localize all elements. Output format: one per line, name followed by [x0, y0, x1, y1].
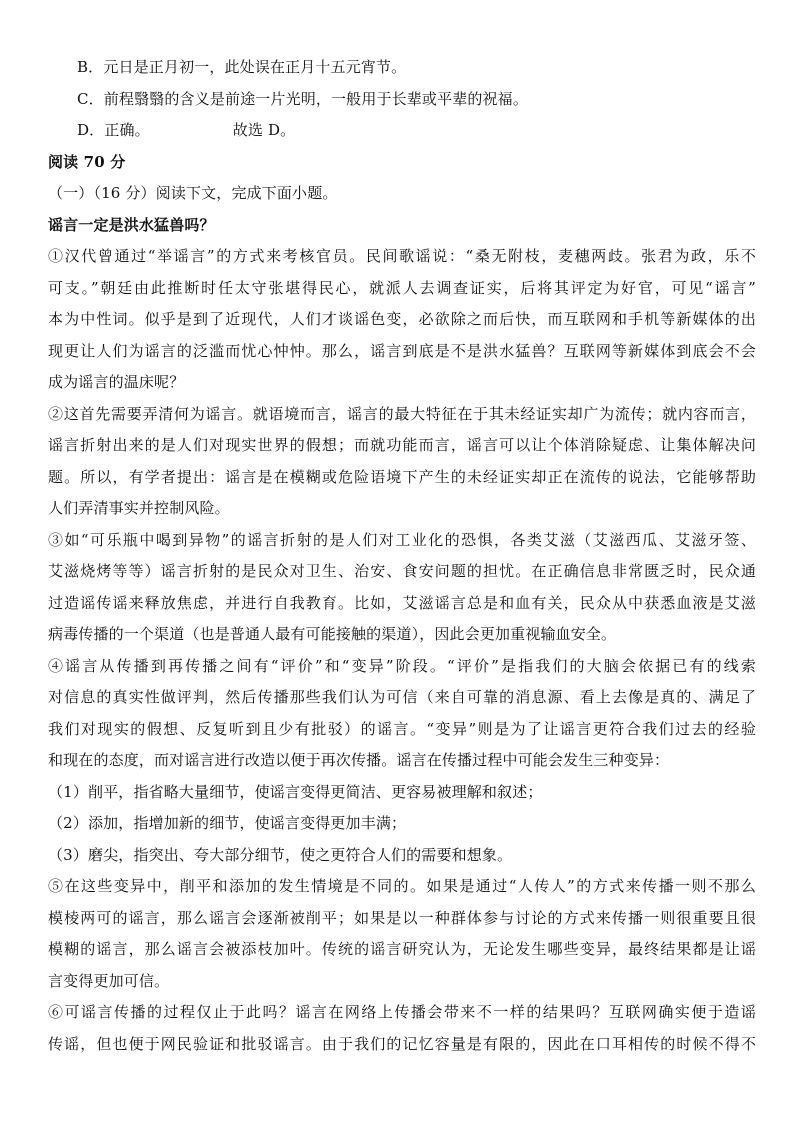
paragraph-line: 病毒传播的一个渠道（也是普通人最有可能接触的渠道），因此会更加重视输血安全。 [48, 625, 617, 643]
paragraph-line: 言变得更加可信。 [48, 971, 170, 990]
paragraph-line: ⑤在这些变异中，削平和添加的发生情境是不同的。如果是通过“人传人”的方式来传播一则不那么 [48, 877, 756, 895]
paragraph-line: 现更让人们为谣言的泛滥而忧心忡忡。那么，谣言到底是不是洪水猛兽？互联网等新媒体到底会不会 [48, 341, 756, 360]
paragraph-line: 可支。”朝廷由此推断时任太守张堪得民心，就派人去调查证实，后将其评定为好官，可见“谣言” [48, 278, 756, 297]
paragraph-5 [48, 871, 756, 997]
paragraph-line: ⑥可谣言传播的过程仅止于此吗？谣言在网络上传播会带来不一样的结果吗？互联网确实便于造谣 [48, 1003, 756, 1021]
paragraph-1 [48, 241, 756, 399]
paragraph-line: 传谣，但也便于网民验证和批驳谣言。由于我们的记忆容量是有限的，因此在口耳相传的时候不得不 [48, 1034, 756, 1053]
paragraph-line: 题。所以，有学者提出：谣言是在模糊或危险语境下产生的未经证实却正在流传的说法，它能够帮助 [48, 467, 756, 486]
list-item: （1）削平，指省略大量细节，使谣言变得更简洁、更容易被理解和叙述； [48, 782, 543, 801]
paragraph-line: 模棱两可的谣言，那么谣言会逐渐被削平；如果是以一种群体参与讨论的方式来传播一则很重要且很 [48, 908, 756, 927]
paragraph-line: 模糊的谣言，那么谣言会被添枝加叶。传统的谣言研究认为，无论发生哪些变异，最终结果都是让谣 [48, 940, 756, 958]
variation-list [48, 777, 756, 872]
list-item: （2）添加，指增加新的细节，使谣言变得更加丰满； [48, 814, 407, 832]
list-item: （3）磨尖，指突出、夸大部分细节，使之更符合人们的需要和想象。 [48, 845, 513, 864]
article-title: 谣言一定是洪水猛兽吗？ [48, 215, 215, 234]
paragraph-6 [48, 997, 756, 1060]
option-d-answer: 故选 D。 [232, 121, 296, 139]
paragraph-line: 艾滋烧烤等等）谣言折射的是民众对卫生、治安、食安问题的担忧。在正确信息非常匮乏时，民众通 [48, 562, 756, 580]
option-b: B．元日是正月初一，此处误在正月十五元宵节。 [77, 58, 407, 76]
paragraph-line: 人们弄清事实并控制风险。 [48, 499, 230, 517]
option-c: C．前程翳翳的含义是前途一片光明，一般用于长辈或平辈的祝福。 [77, 89, 528, 108]
paragraph-line: ④谣言从传播到再传播之间有“评价”和“变异”阶段。“评价”是指我们的大脑会依据已有的线索 [48, 656, 756, 675]
paragraph-line: 成为谣言的温床呢？ [48, 373, 185, 391]
paragraph-line: 谣言折射出来的是人们对现实世界的假想；而就功能而言，谣言可以让个体消除疑虑、让集体解决问 [48, 436, 756, 454]
option-d [48, 115, 756, 147]
section-title: 阅读 70 分 [48, 152, 126, 171]
paragraph-line: 我们对现实的假想、反复听到且少有批驳）的谣言。“变异”则是为了让谣言更符合我们过去的经验 [48, 719, 756, 738]
paragraph-line: ①汉代曾通过“举谣言”的方式来考核官员。民间歌谣说：“桑无附枝，麦穗两歧。张君为政，乐不 [48, 247, 756, 265]
option-d-label: D．正确。 [77, 121, 150, 139]
paragraph-line: ③如“可乐瓶中喝到异物”的谣言折射的是人们对工业化的恐惧，各类艾滋（艾滋西瓜、艾滋牙签、 [48, 530, 756, 549]
paragraph-4 [48, 651, 756, 777]
paragraph-3 [48, 525, 756, 651]
paragraph-line: 本为中性词。似乎是到了近现代，人们才谈谣色变，必欲除之而后快，而互联网和手机等新媒体的出 [48, 310, 756, 328]
paragraph-line: ②这首先需要弄清何为谣言。就语境而言，谣言的最大特征在于其未经证实却广为流传；就内容而言， [48, 404, 756, 423]
paragraph-line: 和现在的态度，而对谣言进行改造以便于再次传播。谣言在传播过程中可能会发生三种变异： [48, 751, 670, 769]
paragraph-line: 对信息的真实性做评判，然后传播那些我们认为可信（来自可靠的消息源、看上去像是真的、满足了 [48, 688, 756, 706]
paragraph-2 [48, 399, 756, 525]
paragraph-line: 过造谣传谣来释放焦虑，并进行自我教育。比如，艾滋谣言总是和血有关，民众从中获悉血液是艾滋 [48, 593, 756, 612]
section-part-instruction: （一）（16 分）阅读下文，完成下面小题。 [48, 184, 338, 202]
